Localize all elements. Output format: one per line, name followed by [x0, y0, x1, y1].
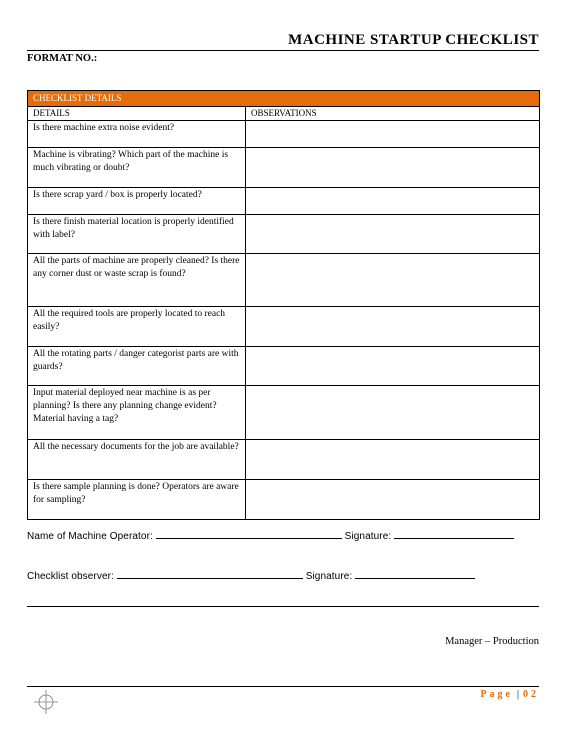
table-row: [28, 307, 540, 347]
column-header-observations: OBSERVATIONS: [246, 107, 540, 121]
detail-cell: Is there machine extra noise evident?: [28, 121, 246, 148]
operator-signature-label: Signature:: [344, 531, 392, 542]
observer-signature-line: [27, 570, 475, 582]
page-separator: |: [516, 689, 519, 700]
manager-divider: [27, 606, 539, 607]
detail-cell: All the parts of machine are properly cleaned? Is there any corner dust or waste scrap is found?: [28, 254, 246, 307]
section-title: CHECKLIST DETAILS: [28, 91, 540, 107]
observation-cell[interactable]: [246, 121, 540, 148]
title-divider: [27, 50, 539, 51]
operator-signature-line: [27, 530, 514, 542]
detail-cell: Input material deployed near machine is as per planning? Is there any planning change evident? Material having a tag?: [28, 386, 246, 440]
footer-divider: [27, 686, 539, 687]
table-row: [28, 386, 540, 440]
observation-cell[interactable]: [246, 215, 540, 254]
observation-cell[interactable]: [246, 188, 540, 215]
observation-cell[interactable]: [246, 347, 540, 386]
detail-cell: All the required tools are properly located to reach easily?: [28, 307, 246, 347]
table-row: [28, 347, 540, 386]
detail-cell: Is there sample planning is done? Operators are aware for sampling?: [28, 480, 246, 520]
registration-mark-icon: [34, 690, 58, 714]
format-number-label: FORMAT NO.:: [27, 53, 98, 64]
detail-cell: Is there scrap yard / box is properly located?: [28, 188, 246, 215]
table-row: [28, 188, 540, 215]
observation-cell[interactable]: [246, 480, 540, 520]
observer-signature-label: Signature:: [305, 571, 353, 582]
detail-cell: All the rotating parts / danger categorist parts are with guards?: [28, 347, 246, 386]
table-row: [28, 215, 540, 254]
operator-signature-field[interactable]: [394, 530, 514, 539]
operator-name-field[interactable]: [156, 530, 342, 539]
page-word: Page: [480, 689, 513, 700]
page-number-value: 02: [523, 689, 539, 700]
page-number: [480, 689, 539, 700]
detail-cell: All the necessary documents for the job are available?: [28, 440, 246, 480]
manager-production-label: Manager – Production: [445, 636, 539, 647]
observation-cell[interactable]: [246, 386, 540, 440]
observer-signature-field[interactable]: [355, 570, 475, 579]
column-header-details: DETAILS: [28, 107, 246, 121]
section-header-row: [28, 91, 540, 107]
observer-name-field[interactable]: [117, 570, 303, 579]
observation-cell[interactable]: [246, 148, 540, 188]
observation-cell[interactable]: [246, 254, 540, 307]
observation-cell[interactable]: [246, 440, 540, 480]
detail-cell: Machine is vibrating? Which part of the machine is much vibrating or doubt?: [28, 148, 246, 188]
column-header-row: [28, 107, 540, 121]
table-row: [28, 121, 540, 148]
observer-label: Checklist observer:: [27, 571, 114, 582]
checklist-table: [27, 90, 540, 520]
table-row: [28, 480, 540, 520]
observation-cell[interactable]: [246, 307, 540, 347]
document-title: MACHINE STARTUP CHECKLIST: [288, 32, 539, 48]
detail-cell: Is there finish material location is properly identified with label?: [28, 215, 246, 254]
table-row: [28, 254, 540, 307]
operator-name-label: Name of Machine Operator:: [27, 531, 153, 542]
table-row: [28, 440, 540, 480]
table-row: [28, 148, 540, 188]
